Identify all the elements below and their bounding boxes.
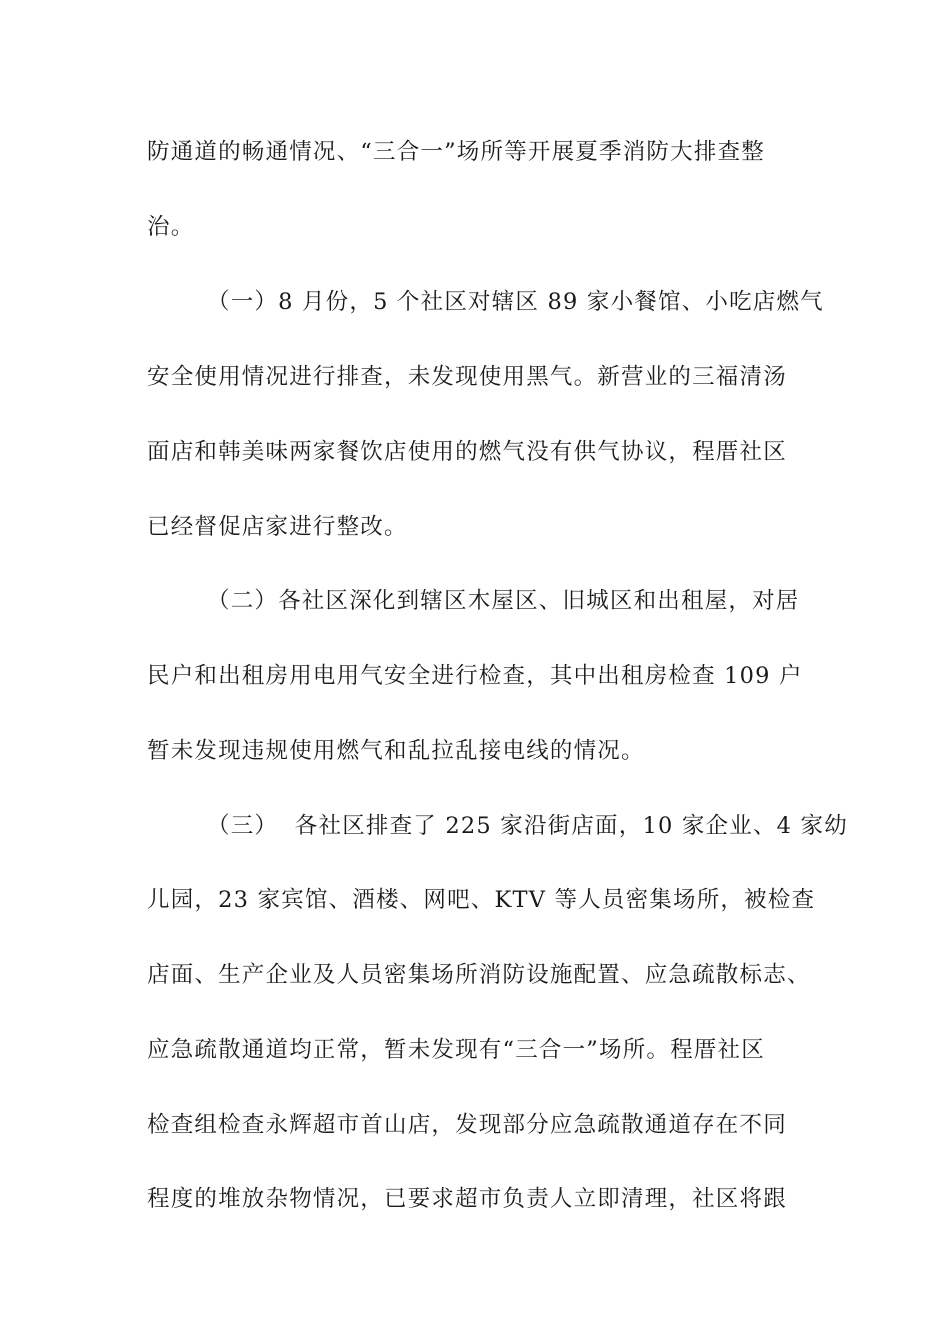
text-line: 安全使用情况进行排查，未发现使用黑气。新营业的三福清汤: [147, 364, 787, 390]
paragraph-1-start: （一）8 月份，5 个社区对辖区 89 家小餐馆、小吃店燃气: [207, 289, 824, 315]
paragraph-3-start: （三） 各社区排查了 225 家沿街店面，10 家企业、4 家幼: [207, 813, 848, 839]
text-line: 应急疏散通道均正常，暂未发现有“三合一”场所。程厝社区: [147, 1037, 765, 1063]
text-line: 暂未发现违规使用燃气和乱拉乱接电线的情况。: [147, 738, 645, 764]
text-line: 面店和韩美味两家餐饮店使用的燃气没有供气协议，程厝社区: [147, 439, 787, 465]
paragraph-2-start: （二）各社区深化到辖区木屋区、旧城区和出租屋，对居: [207, 588, 800, 614]
text-line: 检查组检查永辉超市首山店，发现部分应急疏散通道存在不同: [147, 1112, 787, 1138]
text-line: 程度的堆放杂物情况，已要求超市负责人立即清理，社区将跟: [147, 1186, 787, 1212]
text-line: 治。: [147, 214, 195, 240]
text-line: 儿园，23 家宾馆、酒楼、网吧、KTV 等人员密集场所，被检查: [147, 887, 816, 913]
text-line: 店面、生产企业及人员密集场所消防设施配置、应急疏散标志、: [147, 962, 811, 988]
text-line: 民户和出租房用电用气安全进行检查，其中出租房检查 109 户: [147, 663, 803, 689]
text-line: 已经督促店家进行整改。: [147, 514, 408, 540]
text-line: 防通道的畅通情况、“三合一”场所等开展夏季消防大排查整: [147, 139, 765, 165]
